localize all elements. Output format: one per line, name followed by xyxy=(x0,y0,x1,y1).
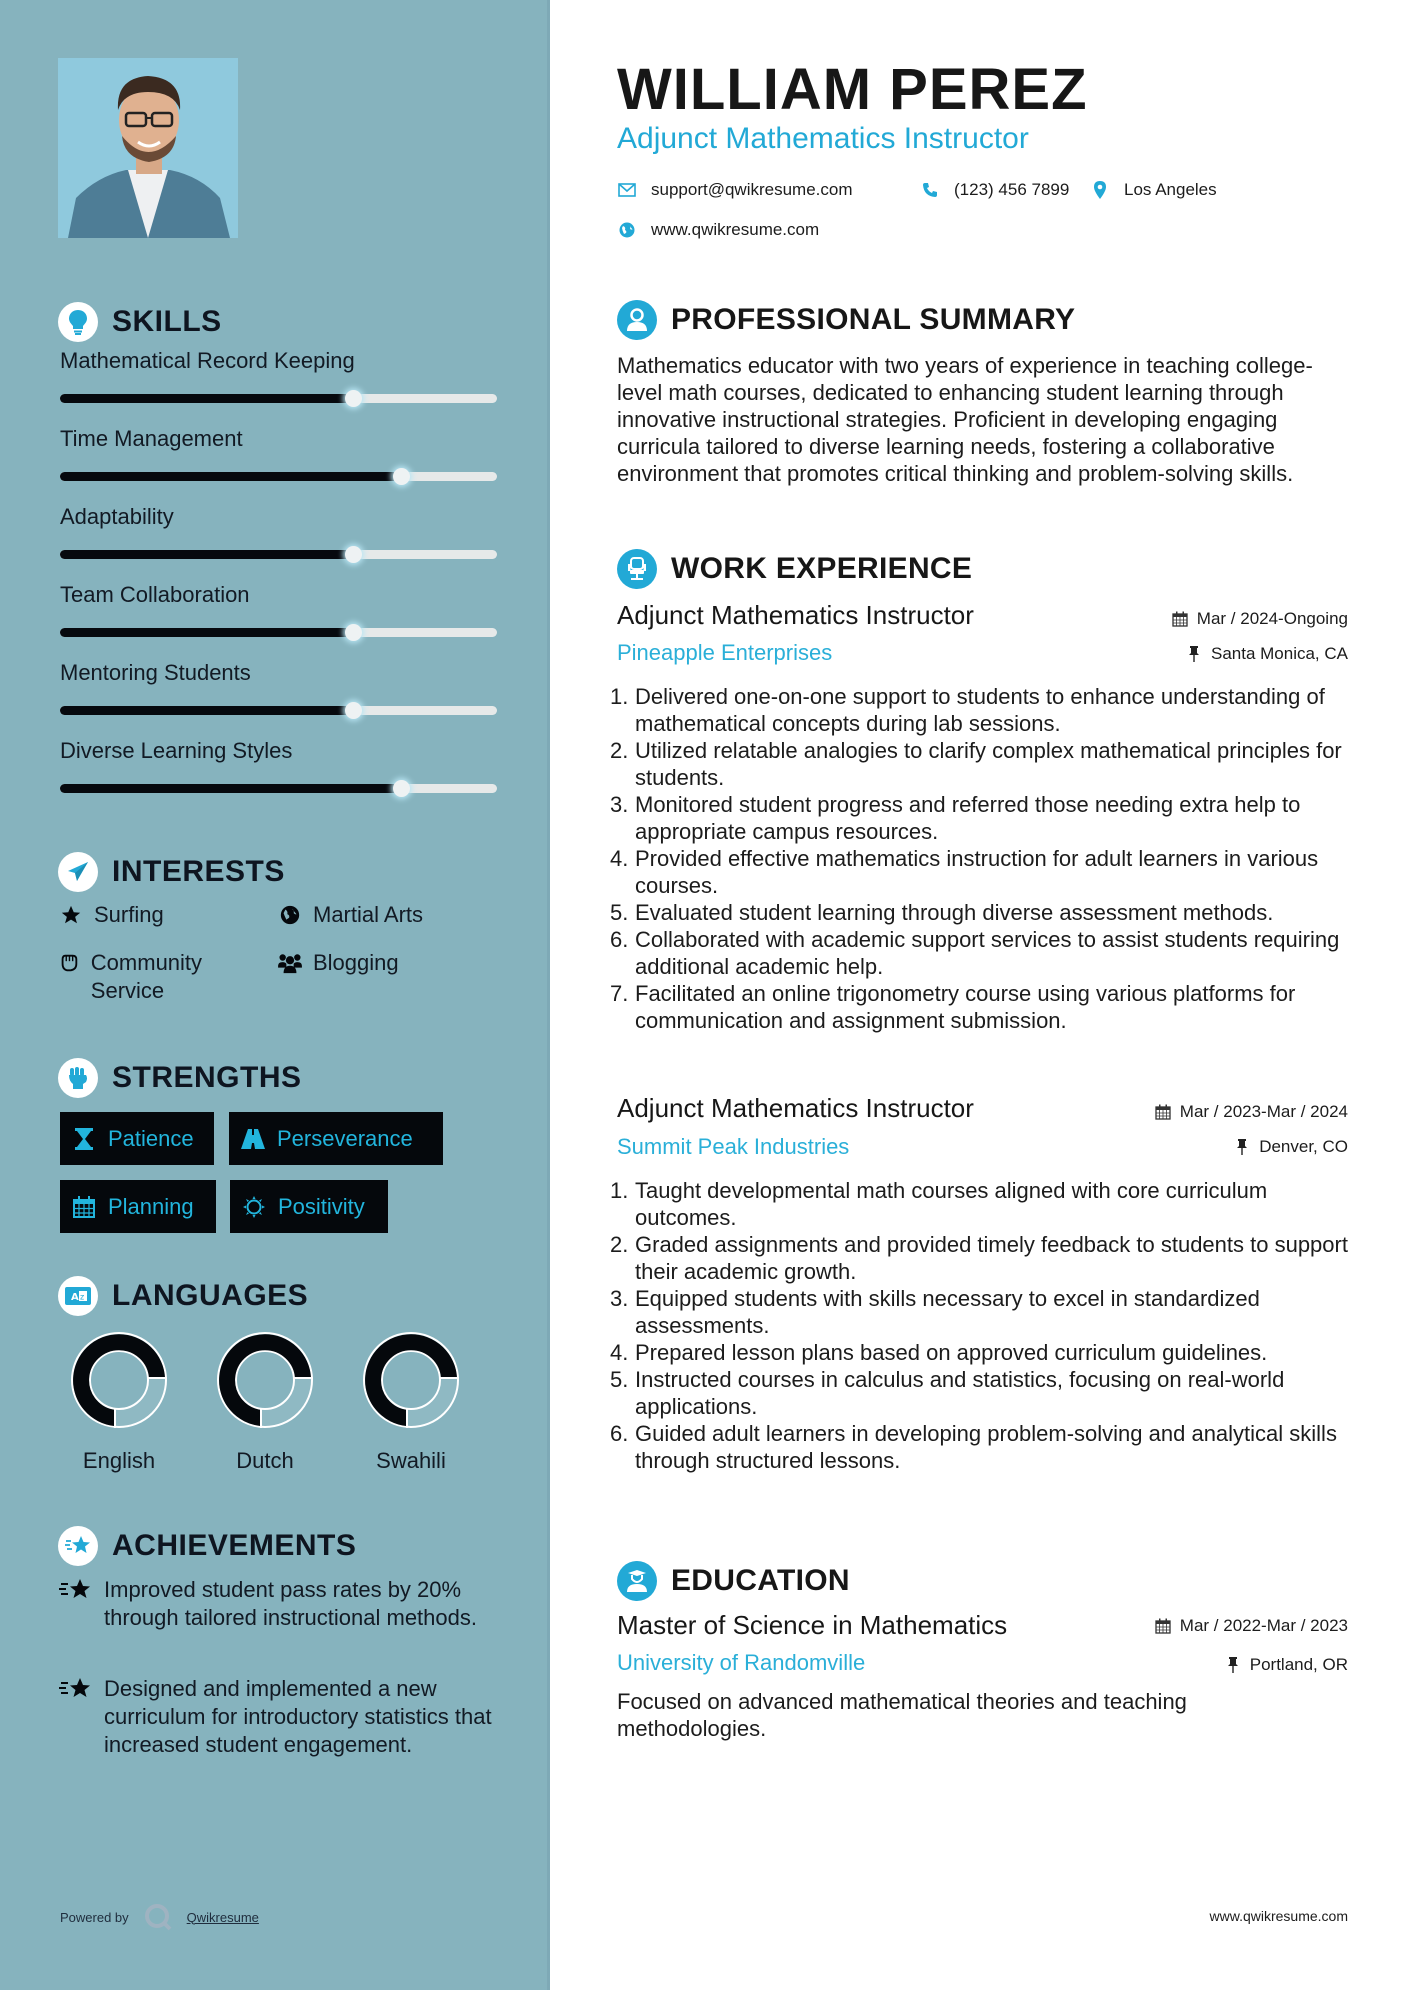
bullet-item: 4. Prepared lesson plans based on approved curriculum guidelines. xyxy=(610,1340,1268,1365)
main-content xyxy=(550,0,1407,1990)
strength-label: Planning xyxy=(108,1193,194,1219)
achievements-header xyxy=(58,1526,356,1566)
job-location-text: Denver, CO xyxy=(1259,1137,1348,1156)
summary-text: Mathematics educator with two years of experience in teaching college-level math courses, dedicated to enhancing student learning through innovative instructional strategies. Proficient in developing engaging curricula tailored to diverse learning needs, fostering a collaborative environment that promotes critical thinking and problem-solving skills. xyxy=(617,353,1313,486)
education-location-text: Portland, OR xyxy=(1249,1655,1348,1674)
globe-icon xyxy=(277,901,303,929)
skill-bar xyxy=(60,394,497,403)
sidebar xyxy=(0,0,550,1990)
skills-header xyxy=(58,302,222,342)
job-bullets xyxy=(610,683,1370,1034)
job-dates xyxy=(1171,609,1348,629)
road-icon xyxy=(241,1127,265,1151)
envelope-icon xyxy=(617,180,637,200)
strength-label: Perseverance xyxy=(277,1125,413,1151)
job-dates xyxy=(1154,1102,1348,1122)
job-dates-text: Mar / 2023-Mar / 2024 xyxy=(1179,1102,1348,1121)
shooting-star-icon xyxy=(58,1675,92,1703)
summary-header xyxy=(617,300,1075,340)
school-name: University of Randomville xyxy=(617,1650,866,1675)
section-title: EDUCATION xyxy=(671,1564,850,1597)
qwikresume-link[interactable]: Qwikresume xyxy=(186,1909,259,1925)
job-title: Adjunct Mathematics Instructor xyxy=(617,1093,974,1123)
language-label: Swahili xyxy=(376,1448,446,1473)
profile-photo xyxy=(58,58,238,238)
section-title: PROFESSIONAL SUMMARY xyxy=(671,303,1076,336)
skill-knob xyxy=(345,390,362,407)
job-location xyxy=(1233,1137,1348,1157)
skill-label: Mentoring Students xyxy=(60,660,251,685)
skill-label: Time Management xyxy=(60,426,243,451)
svg-text:z: z xyxy=(80,1292,85,1302)
job-bullets xyxy=(610,1177,1370,1474)
strength-label: Patience xyxy=(108,1125,194,1151)
job-location-text: Santa Monica, CA xyxy=(1210,644,1348,663)
skill-bar xyxy=(60,550,497,559)
section-title: INTERESTS xyxy=(112,855,285,888)
job-location xyxy=(1185,644,1348,664)
lightbulb-icon xyxy=(58,302,98,342)
achievement-item xyxy=(58,1675,498,1759)
powered-by-label: Powered by xyxy=(60,1909,129,1925)
hand-icon xyxy=(58,949,81,977)
contact-phone[interactable] xyxy=(920,180,1069,200)
pushpin-icon xyxy=(1233,1138,1251,1156)
language-icon xyxy=(58,1276,98,1316)
skill-knob xyxy=(345,624,362,641)
strength-tag xyxy=(230,1180,388,1233)
strength-tag xyxy=(60,1112,214,1165)
education-header xyxy=(617,1561,850,1601)
bullet-item: 6. Guided adult learners in developing problem-solving and analytical skills through structured lessons. xyxy=(610,1421,1337,1473)
achievement-text: Designed and implemented a new curriculum for introductory statistics that increased student engagement. xyxy=(104,1676,492,1757)
hourglass-icon xyxy=(72,1127,96,1151)
section-title: SKILLS xyxy=(112,305,222,338)
strengths-header xyxy=(58,1058,302,1098)
phone-text: (123) 456 7899 xyxy=(954,180,1070,199)
interest-label: Martial Arts xyxy=(313,902,424,927)
strength-tag xyxy=(60,1180,216,1233)
graduate-icon xyxy=(617,1561,657,1601)
calendar-icon xyxy=(1171,610,1189,628)
calendar-icon xyxy=(1154,1103,1172,1121)
fist-icon xyxy=(58,1058,98,1098)
interest-item xyxy=(58,949,258,1005)
pushpin-icon xyxy=(1185,645,1203,663)
skill-bar xyxy=(60,706,497,715)
education-location xyxy=(1224,1655,1348,1675)
bullet-item: 5. Evaluated student learning through diverse assessment methods. xyxy=(610,900,1274,925)
calendar-icon xyxy=(1154,1617,1172,1635)
section-title: STRENGTHS xyxy=(112,1061,302,1094)
language-label: English xyxy=(82,1448,156,1473)
skill-item xyxy=(60,582,497,637)
language-label: Dutch xyxy=(236,1448,294,1473)
website-text: www.qwikresume.com xyxy=(651,220,820,239)
skill-bar xyxy=(60,472,497,481)
strength-tag xyxy=(229,1112,443,1165)
achievement-item xyxy=(58,1576,498,1632)
contact-website[interactable] xyxy=(617,220,819,240)
contact-email[interactable] xyxy=(617,180,853,200)
job-company: Summit Peak Industries xyxy=(617,1134,850,1159)
footer-url[interactable]: www.qwikresume.com xyxy=(1209,1908,1348,1924)
skill-knob xyxy=(345,702,362,719)
skill-item xyxy=(60,426,497,481)
bullet-item: 3. Equipped students with skills necessary to excel in standardized assessments. xyxy=(610,1286,1260,1338)
languages-header xyxy=(58,1276,308,1316)
qwikresume-logo-icon xyxy=(143,1902,173,1932)
interest-label: Blogging xyxy=(313,950,399,975)
job-company: Pineapple Enterprises xyxy=(617,640,833,665)
shooting-star-icon xyxy=(58,1526,98,1566)
bullet-item: 2. Graded assignments and provided timely feedback to students to support their academic growth. xyxy=(610,1232,1348,1284)
calendar-icon xyxy=(72,1195,96,1219)
globe-icon xyxy=(617,220,637,240)
skill-item xyxy=(60,738,497,793)
experience-header xyxy=(617,549,972,589)
bullet-item: 4. Provided effective mathematics instruction for adult learners in various courses. xyxy=(610,846,1319,898)
interests-header xyxy=(58,852,285,892)
language-donut xyxy=(71,1332,167,1428)
job-title: Adjunct Mathematics Instructor xyxy=(617,600,974,630)
skill-item xyxy=(60,348,497,403)
language-donut xyxy=(363,1332,459,1428)
shooting-star-icon xyxy=(58,1576,92,1604)
strength-label: Positivity xyxy=(278,1193,365,1219)
office-chair-icon xyxy=(617,549,657,589)
contact-location xyxy=(1090,180,1217,200)
pushpin-icon xyxy=(1224,1656,1242,1674)
bullet-item: 2. Utilized relatable analogies to clarify complex mathematical principles for students. xyxy=(610,738,1342,790)
skill-knob xyxy=(345,546,362,563)
skill-bar xyxy=(60,784,497,793)
skill-item xyxy=(60,660,497,715)
interest-label: Surfing xyxy=(94,902,164,927)
skill-label: Mathematical Record Keeping xyxy=(60,348,355,373)
bullet-item: 1. Delivered one-on-one support to students to enhance understanding of mathematical concepts during lab sessions. xyxy=(610,684,1325,736)
bullet-item: 7. Facilitated an online trigonometry course using various platforms for communication and assignment submission. xyxy=(610,981,1296,1033)
sun-icon xyxy=(242,1195,266,1219)
bullet-item: 1. Taught developmental math courses aligned with core curriculum outcomes. xyxy=(610,1178,1268,1230)
skill-bar xyxy=(60,628,497,637)
email-text: support@qwikresume.com xyxy=(651,180,853,199)
user-icon xyxy=(617,300,657,340)
svg-text:A: A xyxy=(71,1292,79,1303)
paper-plane-icon xyxy=(58,852,98,892)
star-icon xyxy=(58,901,84,929)
section-title: LANGUAGES xyxy=(112,1279,309,1312)
phone-icon xyxy=(920,180,940,200)
education-description: Focused on advanced mathematical theories and teaching methodologies. xyxy=(617,1689,1187,1741)
bullet-item: 6. Collaborated with academic support services to assist students requiring additional academic help. xyxy=(610,927,1340,979)
bullet-item: 3. Monitored student progress and referred those needing extra help to appropriate campus resources. xyxy=(610,792,1301,844)
candidate-role: Adjunct Mathematics Instructor xyxy=(617,122,1029,155)
interest-item xyxy=(277,901,423,929)
location-text: Los Angeles xyxy=(1124,180,1217,199)
map-pin-icon xyxy=(1090,180,1110,200)
education-dates-text: Mar / 2022-Mar / 2023 xyxy=(1179,1616,1348,1635)
education-dates xyxy=(1154,1616,1348,1636)
skill-knob xyxy=(393,468,410,485)
users-icon xyxy=(277,949,303,977)
candidate-name: WILLIAM PEREZ xyxy=(617,57,1088,122)
bullet-item: 5. Instructed courses in calculus and statistics, focusing on real-world applications. xyxy=(610,1367,1285,1419)
section-title: WORK EXPERIENCE xyxy=(671,552,973,585)
language-donut xyxy=(217,1332,313,1428)
degree-title: Master of Science in Mathematics xyxy=(617,1610,1008,1640)
interest-label: Community Service xyxy=(90,950,203,1003)
skill-knob xyxy=(393,780,410,797)
skill-item xyxy=(60,504,497,559)
achievement-text: Improved student pass rates by 20% through tailored instructional methods. xyxy=(104,1577,477,1630)
language-item xyxy=(356,1332,466,1474)
skill-label: Team Collaboration xyxy=(60,582,250,607)
skill-label: Adaptability xyxy=(60,504,174,529)
powered-by xyxy=(60,1902,259,1932)
language-item xyxy=(64,1332,174,1474)
interest-item xyxy=(58,901,164,929)
language-item xyxy=(210,1332,320,1474)
interest-item xyxy=(277,949,399,977)
section-title: ACHIEVEMENTS xyxy=(112,1529,357,1562)
job-dates-text: Mar / 2024-Ongoing xyxy=(1196,609,1348,628)
skill-label: Diverse Learning Styles xyxy=(60,738,293,763)
